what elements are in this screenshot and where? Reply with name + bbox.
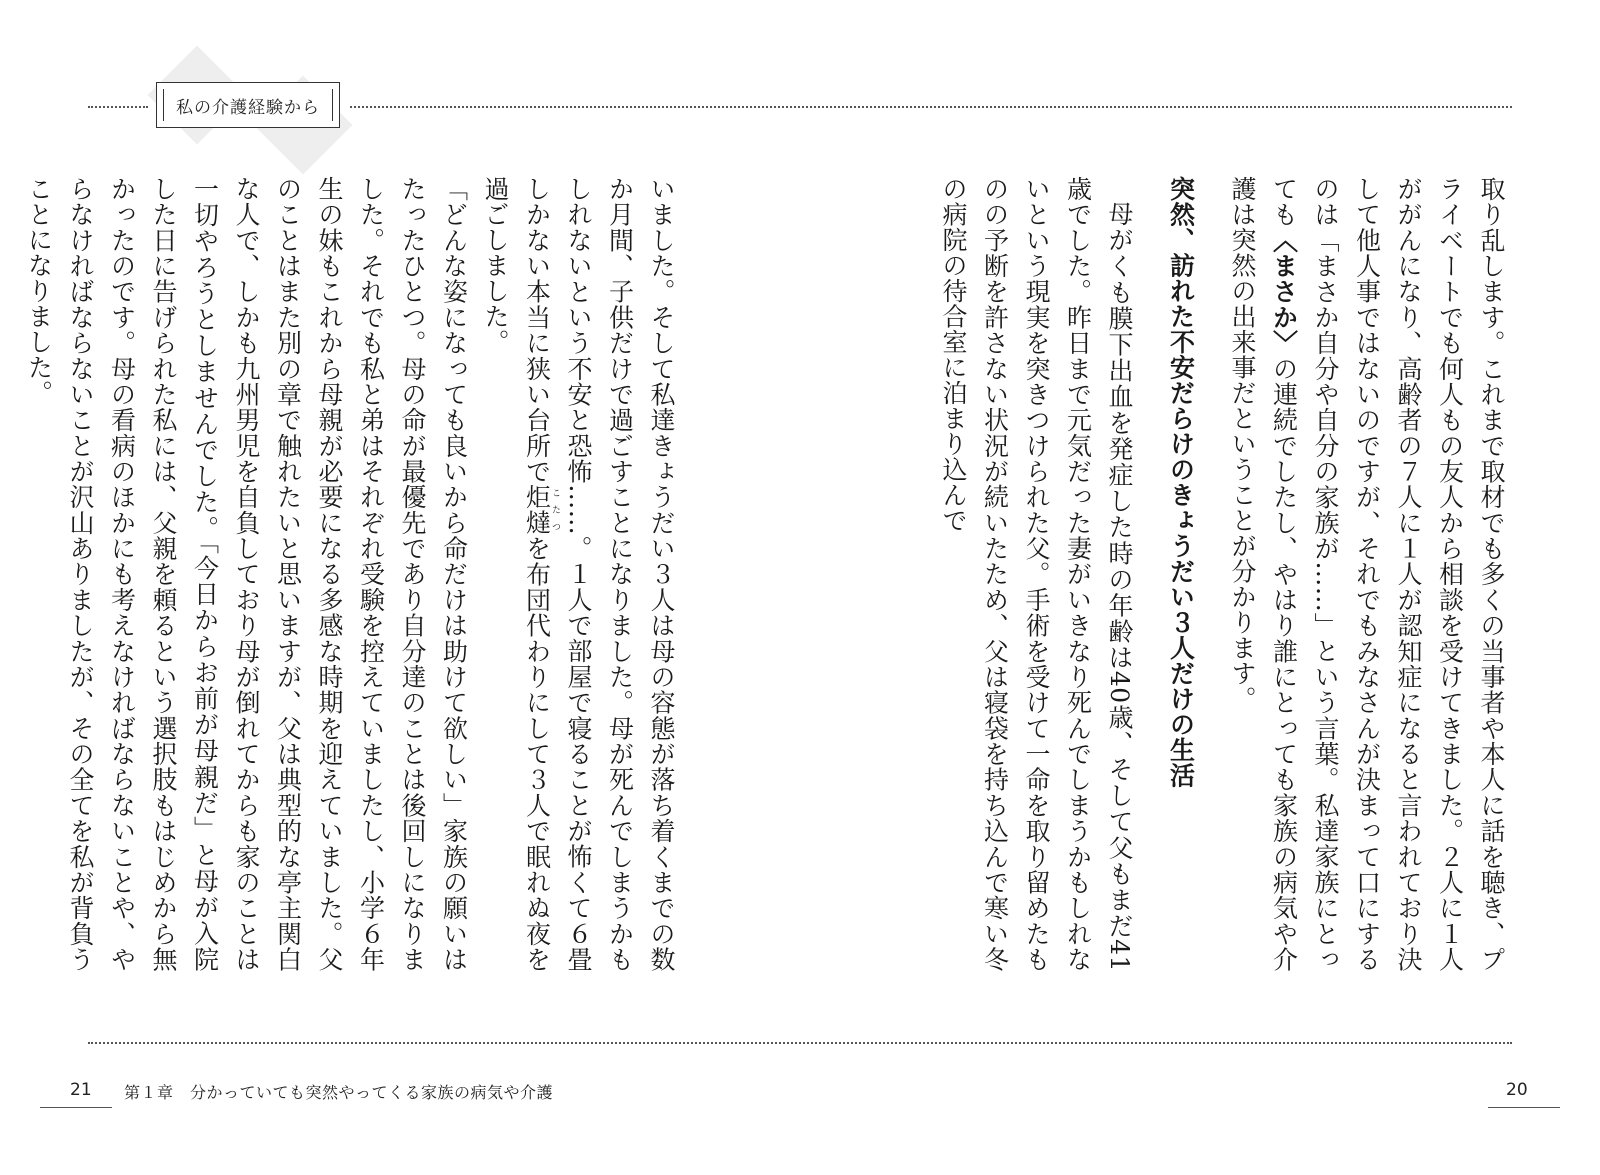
header-frame <box>156 82 340 128</box>
left-page-body <box>24 176 682 973</box>
paragraph-text: を布団代わりにして３人で眠れぬ夜を過ごしました。 <box>481 176 552 973</box>
emphasis-text: 〈まさか〉 <box>1269 227 1299 356</box>
section-header <box>156 82 342 130</box>
ruby-word <box>522 484 560 536</box>
body-paragraph: 母がくも膜下出血を発症した時の年齢は40歳、そして父もまだ41歳でした。昨日まで元気だった妻がいきなり死んでしまうかもしれないという現実を突きつけられた父。手術を受けて一命を取り留めたものの予断を許さない状況が続いたため、父は寝袋を持ち込んで寒い冬の病院の待合室に泊まり込んで <box>939 176 1134 973</box>
body-paragraph <box>1222 176 1513 972</box>
paragraph-text: いました。そして私達きょうだい３人は母の容態が落ち着くまでの数か月間、子供だけで過ごすことになりました。母が死んでしまうかもしれないという不安と恐怖……。１人で部屋で寝ることが怖くて６畳しかない本当に狭い台所で <box>522 176 676 973</box>
footer-line-right <box>1488 1107 1560 1108</box>
footer-line-left <box>40 1107 112 1108</box>
section-heading: 突然、訪れた不安だらけのきょうだい３人だけの生活 <box>1166 176 1196 788</box>
header-rule-left <box>88 106 148 108</box>
page-number-right: 20 <box>1506 1080 1528 1100</box>
ruby-reading: こたつ <box>550 484 560 536</box>
body-paragraph: 「どんな姿になっても良いから命だけは助けて欲しい」家族の願いはたったひとつ。母の命が最優先であり自分達のことは後回しになりました。それでも私と弟はそれぞれ受験を控えていましたし、小学６年生の妹もこれから母親が必要になる多感な時期を迎えていました。父のことはまた別の章で触れたいと思いますが、父は典型的な亭主関白な人で、しかも九州男児を自負しており母が倒れてからも家のことは一切やろうとしませんでした。「今日からお前が母親だ」と母が入院した日に告げられた私には、父親を頼るという選択肢もはじめから無かったのです。母の看病のほかにも考えなければならないことや、やらなければならないことが沢山ありましたが、その全てを私が背負うことになりました。 <box>24 176 469 973</box>
paragraph-text: の連続でしたし、やはり誰にとっても家族の病気や介護は突然の出来事だということが分かります。 <box>1228 176 1299 973</box>
right-page-body <box>820 176 1512 972</box>
paragraph-text: 取り乱します。これまで取材でも多くの当事者や本人に話を聴き、プライベートでも何人もの友人から相談を受けてきました。２人に１人ががんになり、高齢者の７人に１人が認知症になると言われており決して他人事ではないのですが、それでもみなさんが決まって口にするのは「まさか自分や自分の家族が……」という言葉。私達家族にとっても <box>1269 176 1506 973</box>
header-rule-right <box>350 106 1512 108</box>
footer-rule <box>88 1042 1512 1044</box>
body-paragraph <box>475 176 683 972</box>
header-title: 私の介護経験から <box>176 97 320 118</box>
ruby-base: 炬燵 <box>522 484 552 536</box>
page-number-left: 21 <box>70 1080 92 1100</box>
chapter-title: 第１章 分かっていても突然やってくる家族の病気や介護 <box>124 1083 554 1102</box>
